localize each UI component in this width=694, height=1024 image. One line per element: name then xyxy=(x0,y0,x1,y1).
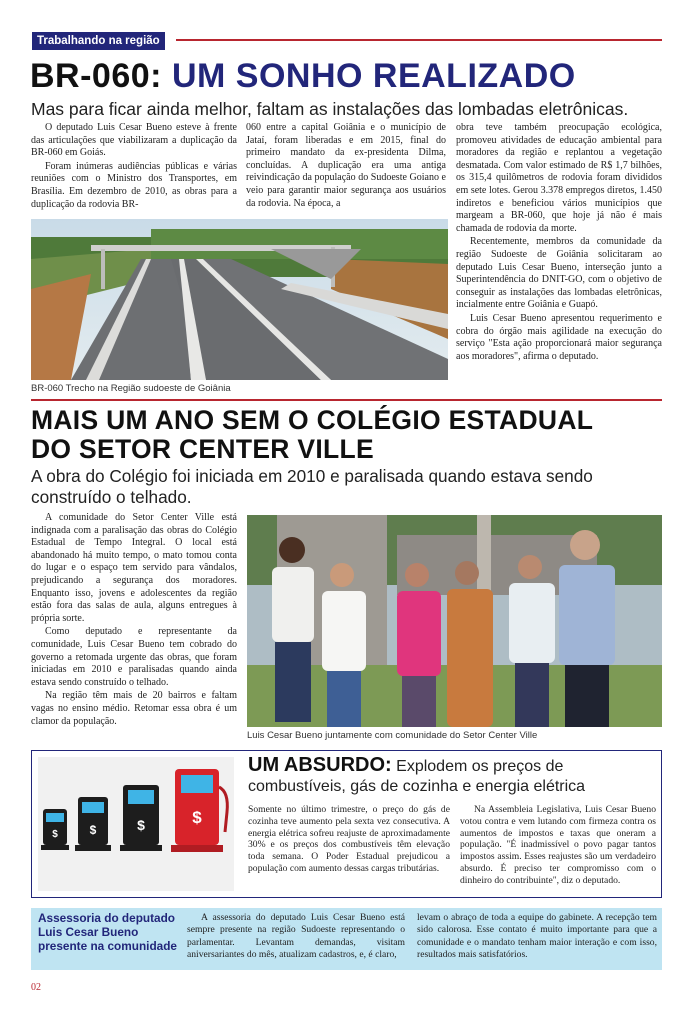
article1-col3 xyxy=(456,122,662,364)
article2-subtitle: A obra do Colégio foi iniciada em 2010 e paralisada quando estava sendo construído o telhado. xyxy=(31,466,593,507)
fuel-pumps-illustration xyxy=(38,757,234,891)
community-photo xyxy=(247,515,662,727)
highway-photo-caption: BR-060 Trecho na Região sudoeste de Goiânia xyxy=(31,383,231,394)
article1-title-blue: UM SONHO REALIZADO xyxy=(171,57,576,95)
paragraph: Na região têm mais de 20 bairros e faltam vagas no ensino médio. Retomar essa obra é um clamor da população. xyxy=(31,690,237,727)
svg-text:$: $ xyxy=(89,823,97,837)
article3-title-line2: combustíveis, gás de cozinha e energia elétrica xyxy=(248,778,586,795)
page-number: 02 xyxy=(31,982,41,993)
fuel-pump-icon xyxy=(171,769,227,852)
paragraph: obra teve também preocupação ecológica, promoveu atividades de educação ambiental para moradores da região e replantou a vegetação desmatada. Com valor estimado de R$ 1,7 bilhões, os 315,4 quilômetros de rodovia foram divididos em sete lotes. Gerou 3.378 empregos diretos, 1.450 indiretos e beneficiou vários municípios que margeam a BR-060, que hoje já não é mais chamada de rodovia da morte. xyxy=(456,122,662,234)
article4-title: Assessoria do deputado Luis Cesar Bueno presente na comunidade xyxy=(38,911,177,953)
article2-title-line1: MAIS UM ANO SEM O COLÉGIO ESTADUAL xyxy=(31,405,594,435)
paragraph: Recentemente, membros da comunidade da região Sudoeste de Goiânia solicitaram ao deputado Luis Cesar Bueno, interseção junto a Superintendência do DNIT-GO, com o objetivo de conseguir as instalações das lombadas eletrônicas, incialmente entre Goiânia e Guapó. xyxy=(456,236,662,311)
article1-col2 xyxy=(246,122,446,211)
paragraph: Foram inúmeras audiências públicas e várias reuniões com o Ministro dos Transportes, em Brasília. Em dezembro de 2010, as obras para a duplicação da rodovia BR- xyxy=(31,160,237,210)
article3-col2: Na Assembleia Legislativa, Luis Cesar Bueno votou contra e vem lutando com firmeza contra os aumentos de impostos e taxas que oneram a população. "É inadmissível o povo pagar tantos impostos assim. Esses reajustes são um verdadeiro absurdo. É preciso ter compromisso com o dinheiro do contribuinte", diz o deputado. xyxy=(460,804,656,886)
article-divider xyxy=(31,399,662,401)
svg-text:$: $ xyxy=(52,829,58,840)
article2-title-line2: DO SETOR CENTER VILLE xyxy=(31,434,374,464)
article2-col1 xyxy=(31,512,237,729)
section-label: Trabalhando na região xyxy=(32,32,165,50)
fuel-pump-icon xyxy=(120,785,162,851)
fuel-pump-icon xyxy=(75,797,111,851)
svg-text:$: $ xyxy=(137,817,145,833)
article4-col1: A assessoria do deputado Luis Cesar Bueno está sempre presente na região Sudoeste representando o parlamentar. Levantam demandas, visitam aniversariantes do mês, atualizam cadastros, e, é claro, xyxy=(187,912,405,961)
article2-title xyxy=(31,406,593,464)
article4-col2: levam o abraço de toda a equipe do gabinete. A recepção tem sido calorosa. Esse contato é muito importante para que a comunidade e o mandato tenham maior interação e com isso, resultados mais satisfatórios. xyxy=(417,912,657,961)
article3-title xyxy=(248,755,658,797)
svg-text:$: $ xyxy=(192,808,202,827)
paragraph: Luis Cesar Bueno apresentou requerimento e cobra do órgão mais agilidade na execução do serviço "Esta ação proporcionará maior segurança aos moradores", afirma o deputado. xyxy=(456,312,662,362)
article1-title xyxy=(30,56,576,96)
article3-col1: Somente no último trimestre, o preço do gás de cozinha teve aumento pela sexta vez consecutiva. A energia elétrica sofreu reajuste de aproximadamente 30% e os preços dos combustíveis têm elevação toda semana. O Poder Estadual prejudicou a população com aumento dessas cargas tributárias. xyxy=(248,804,450,874)
section-rule xyxy=(176,39,662,41)
paragraph: A comunidade do Setor Center Ville está indignada com a paralisação das obras do Colégio Estadual de Tempo Integral. O local está abandonado há muito tempo, o mato tomou conta do lugar e o espaço tem servido para vândalos, prejudicando a segurança dos moradores. Enquanto isso, jovens e adolescentes da região estão fora das salas de aula, alguns entregues à própria sorte. xyxy=(31,512,237,624)
highway-photo xyxy=(31,219,448,380)
article3-title-bold: UM ABSURDO: xyxy=(248,754,392,776)
paragraph: 060 entre a capital Goiânia e o município de Jataí, foram liberadas e em 2015, final do primeiro mandato da ex-presidenta Dilma, concluídas. A duplicação era uma antiga reivindicação da população do Sudoeste Goiano e veio para garantir maior segurança aos usuários da rodovia. Na época, a xyxy=(246,122,446,209)
fuel-pump-icon xyxy=(41,809,69,850)
article1-col1 xyxy=(31,122,237,212)
community-photo-caption: Luis Cesar Bueno juntamente com comunidade do Setor Center Ville xyxy=(247,730,538,741)
article3-title-rest: Explodem os preços de xyxy=(396,758,564,775)
article1-title-black: BR-060: xyxy=(30,57,162,95)
paragraph: O deputado Luis Cesar Bueno esteve à frente das articulações que viabilizaram a duplicação da BR-060 em Goiás. xyxy=(31,122,237,159)
paragraph: Como deputado e representante da comunidade, Luis Cesar Bueno tem cobrado do governo a retomada urgente das obras, que foram iniciadas em 2010 e paralisadas quando ainda estava sendo construído o telhado. xyxy=(31,626,237,688)
article1-subtitle: Mas para ficar ainda melhor, faltam as instalações das lombadas eletrônicas. xyxy=(31,99,629,119)
